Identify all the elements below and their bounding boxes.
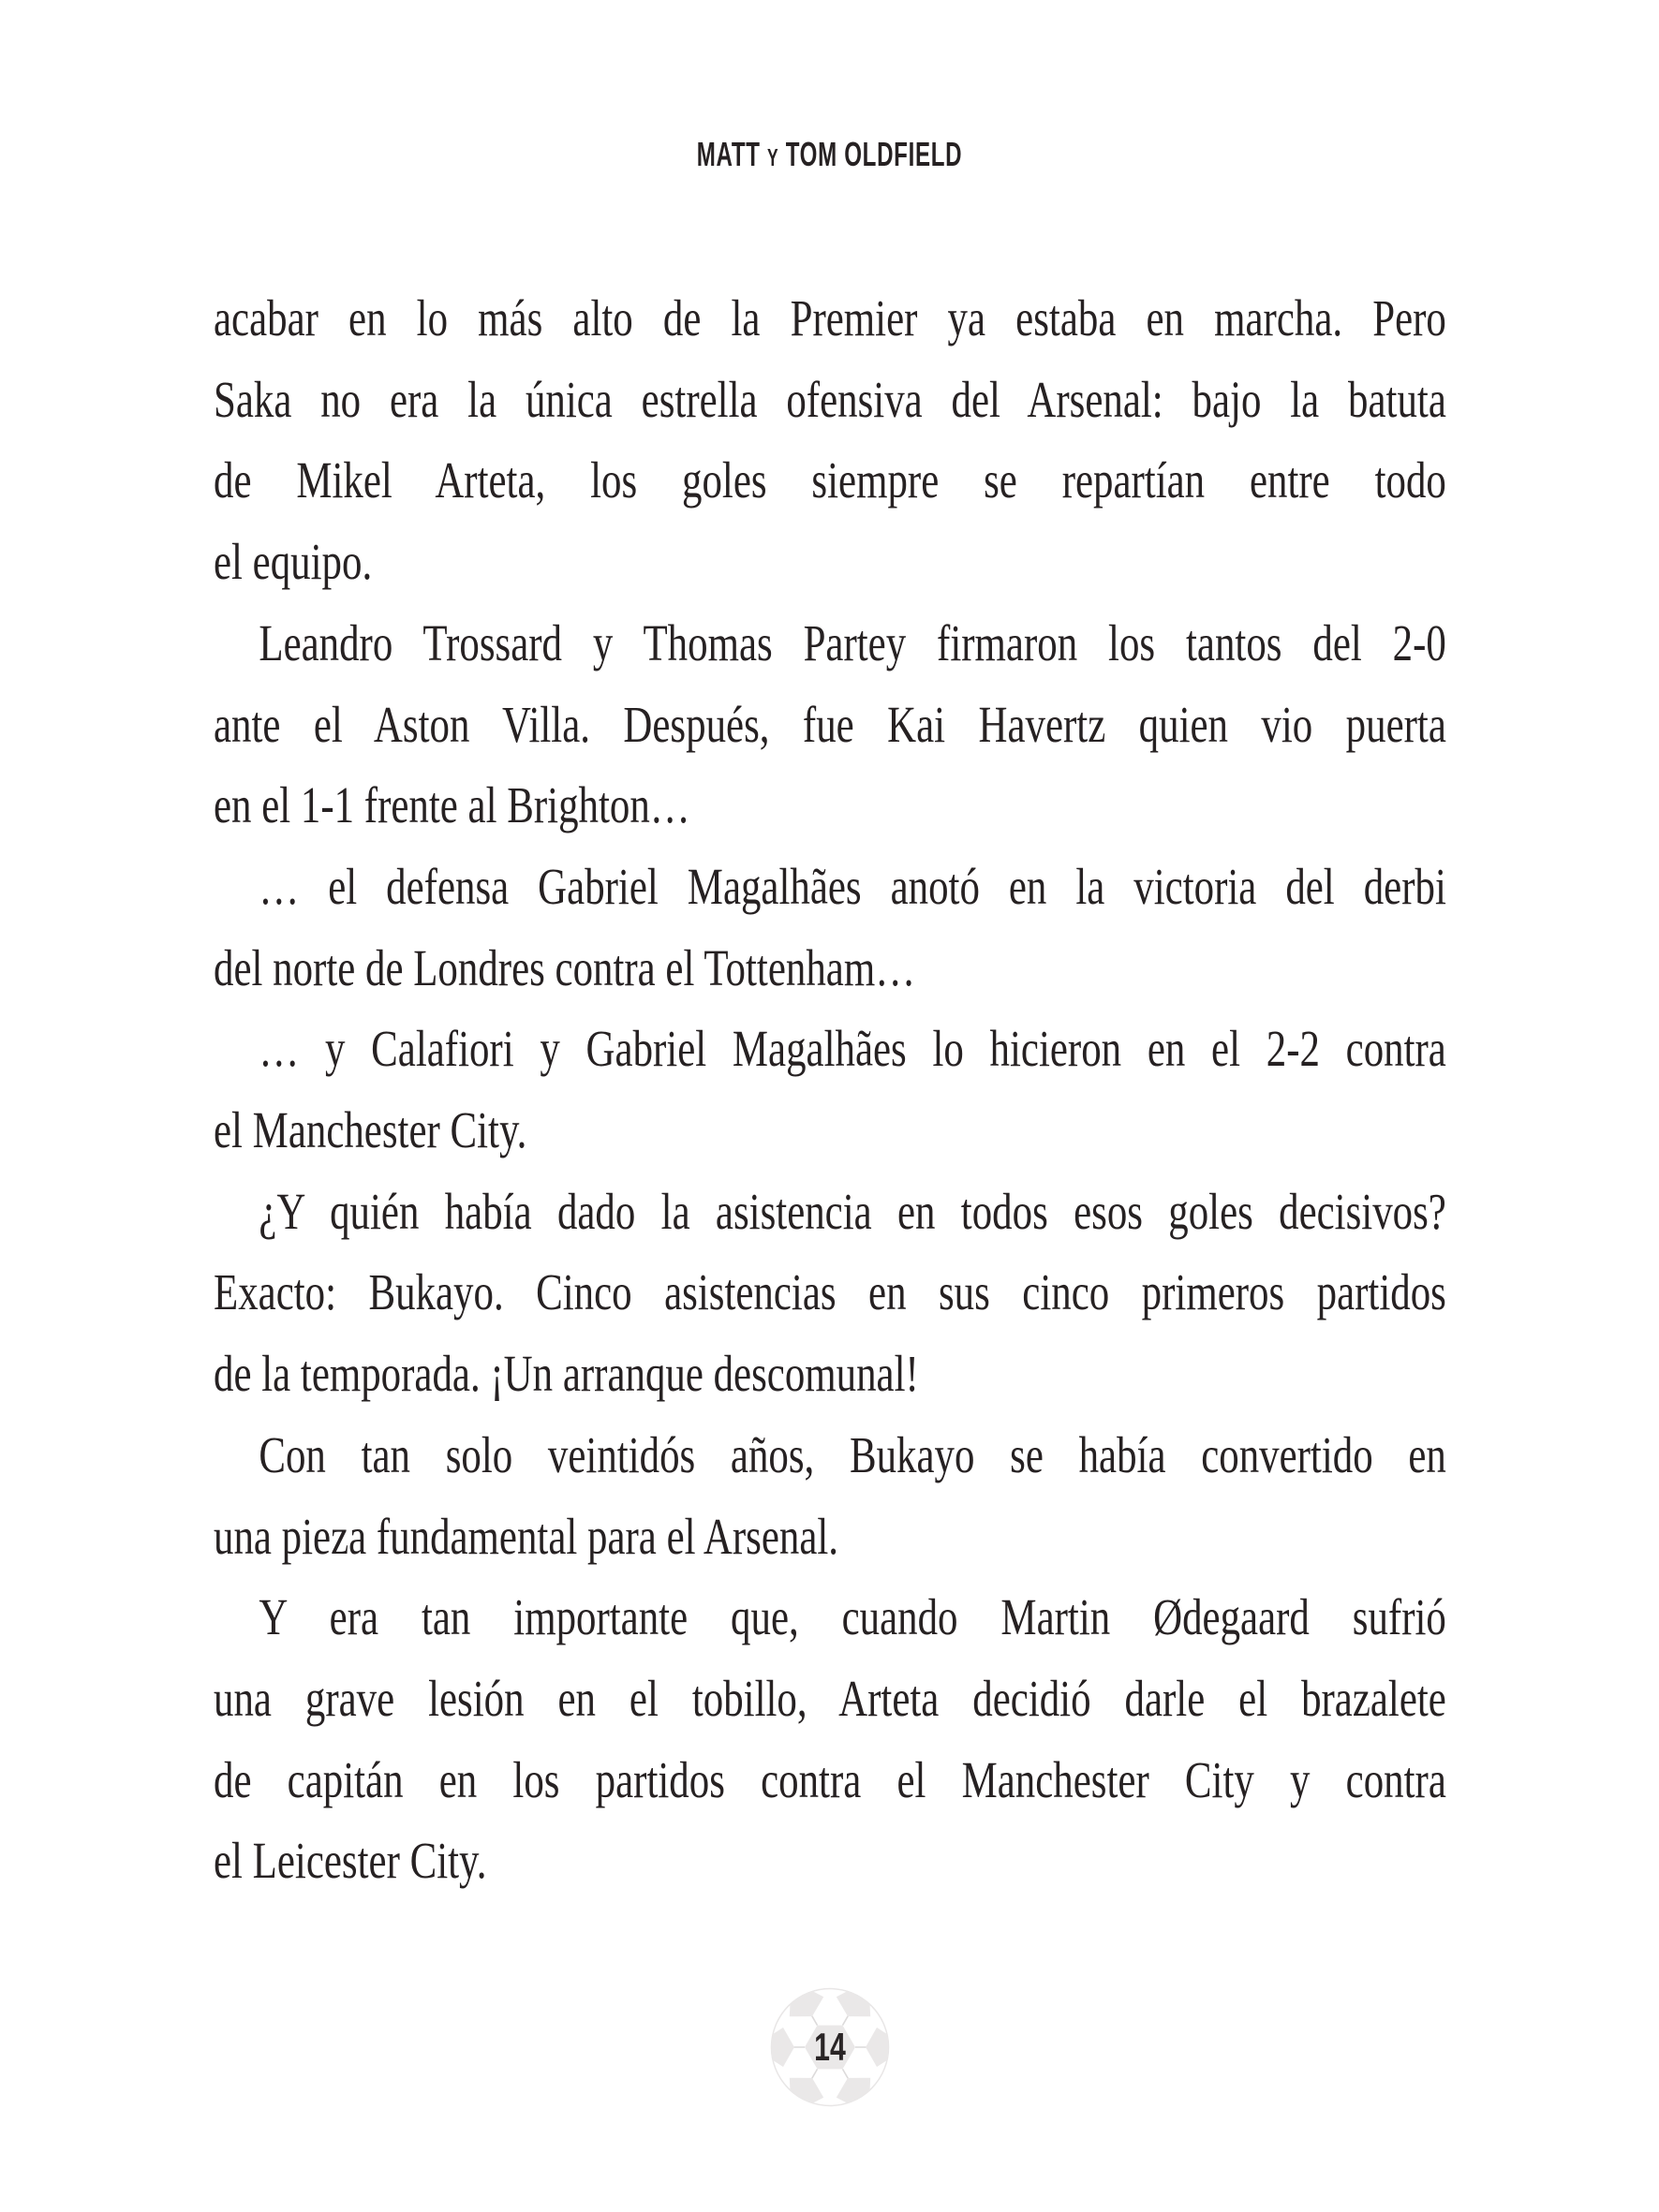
page-number: 14	[814, 2025, 846, 2069]
text-line: ¿Y quién había dado la asistencia en todos esos goles decisivos?	[259, 1182, 1446, 1240]
text-line: de capitán en los partidos contra el Manchester City y contra	[214, 1750, 1446, 1808]
author-name-right: TOM OLDFIELD	[785, 135, 963, 173]
text-line: … el defensa Gabriel Magalhães anotó en la victoria del derbi	[259, 857, 1446, 915]
paragraph	[214, 1009, 1446, 1171]
text-line: del norte de Londres contra el Tottenham…	[214, 938, 916, 996]
text-line: de Mikel Arteta, los goles siempre se repartían entre todo	[214, 451, 1446, 509]
text-line: Y era tan importante que, cuando Martin Ødegaard sufrió	[259, 1588, 1446, 1646]
paragraph	[214, 603, 1446, 847]
author-name-left: MATT	[696, 135, 761, 173]
text-line: en el 1-1 frente al Brighton…	[214, 776, 690, 834]
text-line: Con tan solo veintidós años, Bukayo se había convertido en	[259, 1425, 1446, 1483]
text-line: una pieza fundamental para el Arsenal.	[214, 1507, 839, 1565]
paragraph	[214, 1415, 1446, 1577]
author-conjunction: Y	[767, 143, 779, 171]
text-line: el equipo.	[214, 533, 373, 591]
text-line: Exacto: Bukayo. Cinco asistencias en sus cinco primeros partidos	[214, 1263, 1446, 1321]
paragraph	[214, 1172, 1446, 1415]
text-line: Saka no era la única estrella ofensiva del Arsenal: bajo la batuta	[214, 370, 1446, 428]
text-line: ante el Aston Villa. Después, fue Kai Havertz quien vio puerta	[214, 695, 1446, 753]
text-line: el Manchester City.	[214, 1101, 527, 1159]
text-line: el Leicester City.	[214, 1832, 487, 1890]
text-line: … y Calafiori y Gabriel Magalhães lo hicieron en el 2-2 contra	[259, 1020, 1446, 1078]
paragraph	[214, 1577, 1446, 1902]
paragraph	[214, 278, 1446, 603]
running-header	[274, 131, 1385, 178]
text-line: acabar en lo más alto de la Premier ya estaba en marcha. Pero	[214, 289, 1446, 347]
text-line: de la temporada. ¡Un arranque descomunal!	[214, 1345, 919, 1403]
text-line: una grave lesión en el tobillo, Arteta decidió darle el brazalete	[214, 1669, 1446, 1727]
text-line: Leandro Trossard y Thomas Partey firmaron los tantos del 2-0	[259, 613, 1446, 671]
page-footer	[768, 1985, 892, 2109]
paragraph	[214, 847, 1446, 1009]
page-text	[214, 278, 1446, 1902]
